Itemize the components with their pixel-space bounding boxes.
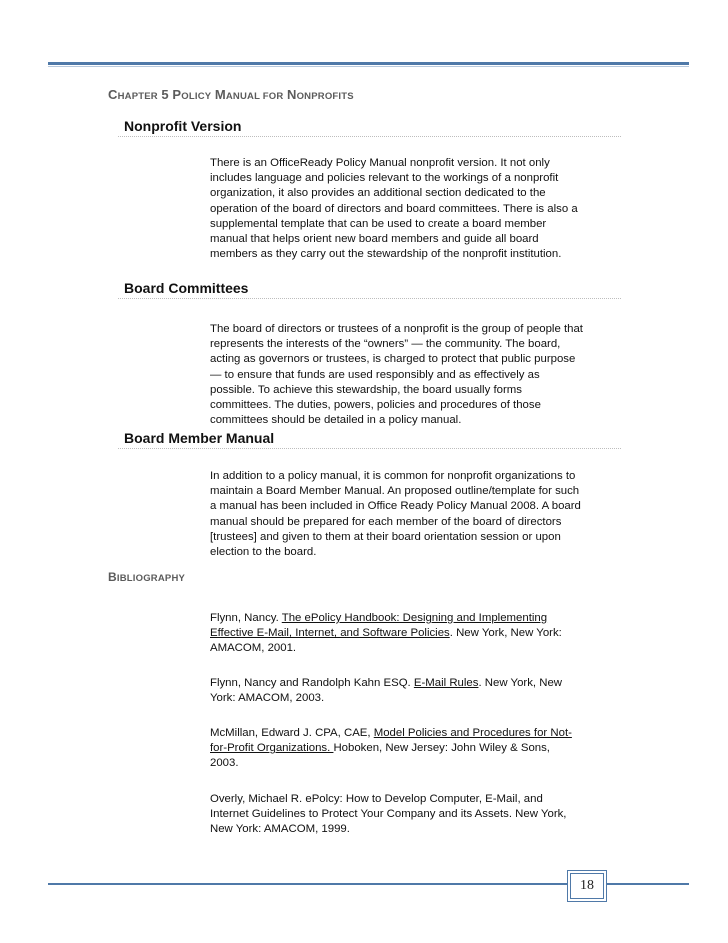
chapter-header: CHAPTER 5 POLICY MANUAL FOR NONPROFITS [108, 87, 354, 102]
section-body-board-member-manual: In addition to a policy manual, it is common for nonprofit organizations to maintain a Board Member Manual. An proposed outline/template for such a manual has been included in Office Ready Policy Manual 2008. A board manual should be prepared for each member of the board of directors [trustees] and given to them at their board orientation session or upon election to the board. [210, 470, 581, 559]
citation-title: E-Mail Rules [413, 677, 479, 689]
header-rule [48, 62, 689, 65]
section-heading-board-member-manual: Board Member Manual [124, 430, 275, 446]
citation-title: Model Policies and Procedures for Not-for-Profit Organizations. [210, 727, 572, 755]
bibliography-entry: Flynn, Nancy and Randolph Kahn ESQ. E-Mail Rules. New York, New York: AMACOM, 2003. [210, 677, 563, 705]
section-divider [118, 298, 621, 299]
bibliography-entry: Overly, Michael R. ePolcy: How to Develop Computer, E-Mail, and Internet Guidelines to Protect Your Company and its Assets. New York, New York: AMACOM, 1999. [210, 793, 567, 836]
citation-title: The ePolicy Handbook: Designing and Implementing Effective E-Mail, Internet, and Software Policies [210, 612, 548, 640]
bibliography-entry: McMillan, Edward J. CPA, CAE, Model Policies and Procedures for Not-for-Profit Organizations. Hoboken, New Jersey: John Wiley & Sons, 2003. [210, 727, 572, 770]
page-number: 18 [570, 873, 604, 899]
section-divider [118, 448, 621, 449]
bibliography-heading: BIBLIOGRAPHY [108, 570, 186, 584]
page-number-box [567, 870, 607, 902]
section-body-nonprofit-version: There is an OfficeReady Policy Manual nonprofit version. It not only includes language and policies relevant to the workings of a nonprofit organization, it also provides an additional section dedicated to the operation of the board of directors and board committees. There is also a supplemental template that can be used to create a board member manual that helps orient new board members and guide all board members as they carry out the stewardship of the nonprofit institution. [210, 157, 578, 261]
header-rule-thin [48, 66, 689, 67]
section-divider [118, 136, 621, 137]
section-heading-nonprofit-version: Nonprofit Version [124, 118, 242, 134]
bibliography-entry: Flynn, Nancy. The ePolicy Handbook: Designing and Implementing Effective E-Mail, Internet, and Software Policies. New York, New York: AMACOM, 2001. [210, 612, 562, 655]
section-body-board-committees: The board of directors or trustees of a nonprofit is the group of people that represents the interests of the “owners” — the community. The board, acting as governors or trustees, is charged to protect that public purpose — to ensure that funds are used responsibly and as effectively as possible. To achieve this stewardship, the board usually forms committees. The duties, powers, policies and procedures of those committees should be detailed in a policy manual. [210, 323, 583, 427]
section-heading-board-committees: Board Committees [124, 280, 249, 296]
